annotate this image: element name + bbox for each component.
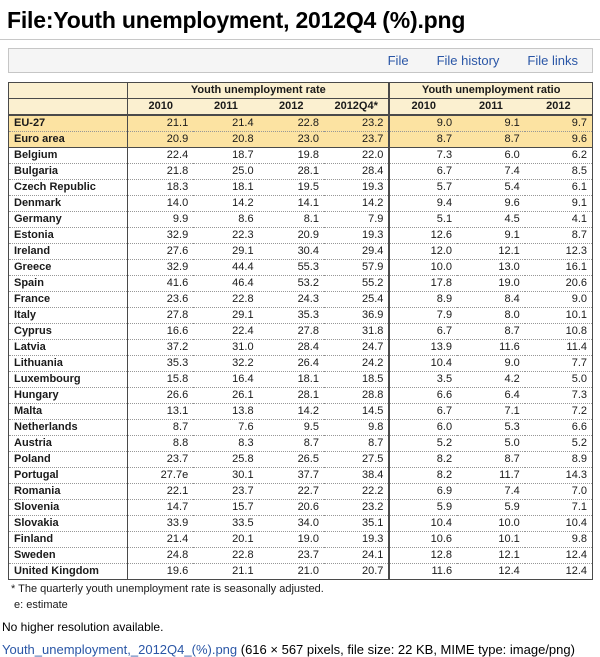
rate-value-cell: 22.8 [297,117,319,129]
rate-value-cell: 14.2 [232,197,254,209]
ratio-value-cell: 12.6 [389,228,457,244]
table-row [9,228,593,244]
rate-value-cell: 26.5 [297,453,319,465]
country-cell: Slovenia [14,501,60,513]
table-row [9,436,593,452]
ratio-value-cell: 9.4 [389,196,457,212]
ratio-value-cell: 6.2 [571,149,587,161]
rate-value-cell: 21.1 [128,115,193,132]
table-row [9,372,593,388]
ratio-value-cell: 6.9 [389,484,457,500]
ratio-value-cell: 8.9 [571,453,587,465]
ratio-value-cell: 5.2 [571,437,587,449]
rate-value-cell: 20.7 [361,565,384,577]
rate-value-cell: 19.0 [297,533,319,545]
country-cell: Cyprus [14,325,52,337]
country-cell: Italy [14,309,37,321]
rate-value-cell: 25.8 [232,453,254,465]
ratio-value-cell: 6.7 [389,404,457,420]
year-header: 2012 [259,99,324,116]
table-row [9,548,593,564]
rate-value-cell: 21.1 [232,565,254,577]
rate-value-cell: 22.1 [128,484,193,500]
rate-value-cell: 8.7 [368,437,384,449]
rate-value-cell: 30.4 [297,245,319,257]
rate-value-cell: 57.9 [361,261,384,273]
rate-value-cell: 20.1 [232,533,254,545]
country-cell: EU-27 [14,117,46,129]
country-cell: Spain [14,277,44,289]
rate-value-cell: 18.7 [232,149,254,161]
ratio-value-cell: 8.7 [571,229,587,241]
table-row [9,324,593,340]
ratio-value-cell: 9.6 [504,197,520,209]
table-row [9,260,593,276]
rate-value-cell: 23.6 [128,292,193,308]
country-cell: Estonia [14,229,54,241]
page-title: File:Youth unemployment, 2012Q4 (%).png [0,0,600,40]
table-row [9,468,593,484]
ratio-value-cell: 10.0 [498,517,520,529]
rate-value-cell: 19.3 [361,181,384,193]
ratio-value-cell: 4.5 [504,213,520,225]
rate-value-cell: 32.2 [232,357,254,369]
table-row [9,308,593,324]
table-row [9,212,593,228]
ratio-value-cell: 12.4 [498,565,520,577]
rate-value-cell: 20.6 [297,501,319,513]
rate-value-cell: 18.1 [297,373,319,385]
rate-value-cell: 35.1 [361,517,384,529]
ratio-value-cell: 9.1 [504,117,520,129]
rate-value-cell: 8.7 [128,420,193,436]
ratio-value-cell: 12.0 [389,244,457,260]
rate-value-cell: 28.4 [297,341,319,353]
country-cell: Latvia [14,341,46,353]
country-cell: Denmark [14,197,62,209]
country-cell: Ireland [14,245,51,257]
country-cell: Belgium [14,149,58,161]
country-cell: Czech Republic [14,181,96,193]
country-cell: France [14,293,51,305]
rate-value-cell: 29.1 [232,309,254,321]
rate-value-cell: 29.4 [361,245,384,257]
table-row [9,516,593,532]
rate-value-cell: 8.6 [238,213,254,225]
rate-value-cell: 34.0 [297,517,319,529]
ratio-value-cell: 8.7 [504,133,520,145]
rate-value-cell: 22.8 [232,549,254,561]
rate-value-cell: 27.5 [361,453,384,465]
ratio-value-cell: 9.0 [389,115,457,132]
tab-file-history[interactable]: File history [436,53,500,68]
rate-value-cell: 37.7 [297,469,319,481]
ratio-value-cell: 12.4 [565,549,587,561]
ratio-value-cell: 7.1 [504,405,520,417]
rate-value-cell: 15.7 [232,501,254,513]
rate-value-cell: 22.7 [297,485,319,497]
ratio-value-cell: 5.2 [389,436,457,452]
ratio-value-cell: 6.6 [571,421,587,433]
footnote-estimate: e: estimate [14,599,68,611]
rate-value-cell: 28.4 [361,165,384,177]
rate-value-cell: 36.9 [361,309,384,321]
rate-value-cell: 41.6 [128,276,193,292]
rate-value-cell: 13.1 [128,404,193,420]
rate-value-cell: 20.9 [128,132,193,148]
ratio-value-cell: 16.1 [565,261,587,273]
rate-value-cell: 19.5 [297,181,319,193]
ratio-value-cell: 6.0 [504,149,520,161]
ratio-value-cell: 8.7 [504,453,520,465]
ratio-value-cell: 5.0 [571,373,587,385]
ratio-value-cell: 14.3 [565,469,587,481]
rate-value-cell: 26.1 [232,389,254,401]
ratio-value-cell: 20.6 [565,277,587,289]
table-row [9,115,593,132]
ratio-value-cell: 5.9 [389,500,457,516]
rate-value-cell: 32.9 [128,260,193,276]
ratio-value-cell: 10.8 [565,325,587,337]
table-row [9,196,593,212]
ratio-value-cell: 8.4 [504,293,520,305]
rate-value-cell: 14.2 [297,405,319,417]
rate-value-cell: 28.1 [297,165,319,177]
table-row [9,340,593,356]
corner-cell [9,99,128,116]
rate-value-cell: 25.4 [361,293,384,305]
ratio-value-cell: 3.5 [389,372,457,388]
rate-value-cell: 8.1 [303,213,319,225]
rate-value-cell: 9.5 [303,421,319,433]
ratio-value-cell: 13.9 [389,340,457,356]
rate-value-cell: 24.7 [361,341,384,353]
ratio-value-cell: 7.9 [389,308,457,324]
rate-value-cell: 38.4 [361,469,384,481]
rate-value-cell: 29.1 [232,245,254,257]
table-row [9,180,593,196]
country-cell: Bulgaria [14,165,59,177]
country-cell: Euro area [14,133,65,145]
table-years-header-row [9,99,593,116]
rate-value-cell: 46.4 [232,277,254,289]
rate-value-cell: 32.9 [128,228,193,244]
country-cell: Netherlands [14,421,78,433]
ratio-value-cell: 8.5 [571,165,587,177]
rate-value-cell: 33.5 [232,517,254,529]
country-cell: Lithuania [14,357,63,369]
rate-value-cell: 27.8 [297,325,319,337]
table-row [9,148,593,164]
ratio-value-cell: 6.0 [389,420,457,436]
file-tabs-bar [8,48,593,73]
rate-value-cell: 20.8 [232,133,254,145]
rate-value-cell: 24.8 [128,548,193,564]
ratio-value-cell: 7.4 [504,485,520,497]
year-header: 2010 [128,99,193,116]
ratio-value-cell: 5.3 [504,421,520,433]
rate-value-cell: 9.9 [128,212,193,228]
ratio-value-cell: 11.4 [566,341,587,353]
rate-value-cell: 9.8 [368,421,384,433]
year-header: 2012Q4* [324,99,389,116]
ratio-value-cell: 10.1 [565,309,587,321]
ratio-value-cell: 8.7 [504,325,520,337]
ratio-value-cell: 19.0 [498,277,520,289]
ratio-value-cell: 6.7 [389,324,457,340]
year-header: 2011 [193,99,258,116]
rate-value-cell: 23.7 [361,133,384,145]
ratio-value-cell: 7.3 [389,148,457,164]
rate-value-cell: 19.3 [361,533,384,545]
table-row [9,388,593,404]
ratio-value-cell: 8.0 [504,309,520,321]
ratio-value-cell: 12.3 [565,245,587,257]
ratio-value-cell: 7.4 [504,165,520,177]
corner-cell [9,83,128,99]
file-download-link[interactable]: Youth_unemployment,_2012Q4_(%).png [2,642,238,657]
ratio-value-cell: 6.1 [571,181,587,193]
ratio-value-cell: 9.1 [571,197,587,209]
country-cell: United Kingdom [14,565,99,577]
rate-value-cell: 14.2 [361,197,384,209]
rate-value-cell: 26.4 [297,357,319,369]
rate-value-cell: 23.7 [128,452,193,468]
rate-value-cell: 30.1 [232,469,254,481]
country-cell: Austria [14,437,52,449]
table-row [9,404,593,420]
rate-value-cell: 18.1 [232,181,254,193]
file-info-text: (616 × 567 pixels, file size: 22 KB, MIME type: image/png) [237,642,575,657]
ratio-value-cell: 8.2 [389,452,457,468]
rate-value-cell: 44.4 [232,261,254,273]
rate-value-cell: 53.2 [297,277,319,289]
table-row [9,452,593,468]
rate-value-cell: 27.7e [128,468,193,484]
ratio-value-cell: 7.0 [571,485,587,497]
ratio-value-cell: 5.9 [504,501,520,513]
rate-value-cell: 16.4 [232,373,254,385]
country-cell: Hungary [14,389,59,401]
ratio-value-cell: 7.7 [571,357,587,369]
ratio-value-cell: 9.6 [571,133,587,145]
ratio-value-cell: 7.3 [571,389,587,401]
tab-file-links[interactable]: File links [527,53,578,68]
rate-value-cell: 37.2 [128,340,193,356]
ratio-value-cell: 6.4 [504,389,520,401]
ratio-value-cell: 11.6 [499,341,520,353]
rate-value-cell: 21.0 [297,565,319,577]
ratio-value-cell: 9.0 [504,357,520,369]
ratio-value-cell: 10.6 [389,532,457,548]
country-cell: Germany [14,213,62,225]
ratio-value-cell: 17.8 [389,276,457,292]
ratio-value-cell: 10.4 [565,517,587,529]
table-row [9,292,593,308]
year-header: 2010 [389,99,457,116]
ratio-value-cell: 11.7 [499,469,520,481]
rate-value-cell: 23.7 [232,485,254,497]
ratio-value-cell: 12.8 [389,548,457,564]
rate-value-cell: 22.4 [128,148,193,164]
table-row [9,132,593,148]
group-header-rate: Youth unemployment rate [128,83,390,99]
ratio-value-cell: 10.0 [389,260,457,276]
rate-value-cell: 21.8 [128,164,193,180]
rate-value-cell: 21.4 [232,117,254,129]
rate-value-cell: 16.6 [128,324,193,340]
rate-value-cell: 14.1 [297,197,319,209]
file-preview-image[interactable] [8,82,600,612]
ratio-value-cell: 8.2 [389,468,457,484]
rate-value-cell: 28.8 [361,389,384,401]
rate-value-cell: 21.4 [128,532,193,548]
table-row [9,164,593,180]
country-cell: Greece [14,261,52,273]
rate-value-cell: 23.2 [361,117,384,129]
ratio-value-cell: 6.6 [389,388,457,404]
table-group-header-row [9,83,593,99]
rate-value-cell: 31.0 [232,341,254,353]
ratio-value-cell: 7.1 [571,501,587,513]
rate-value-cell: 27.8 [128,308,193,324]
rate-value-cell: 7.9 [368,213,384,225]
no-higher-resolution-text: No higher resolution available. [2,620,164,634]
ratio-value-cell: 5.0 [504,437,520,449]
ratio-value-cell: 12.1 [498,245,520,257]
table-row [9,244,593,260]
ratio-value-cell: 11.6 [389,564,457,580]
rate-value-cell: 22.4 [232,325,254,337]
rate-value-cell: 24.1 [361,549,384,561]
rate-value-cell: 35.3 [297,309,319,321]
rate-value-cell: 19.8 [297,149,319,161]
rate-value-cell: 19.3 [361,229,384,241]
rate-value-cell: 22.2 [361,485,384,497]
rate-value-cell: 26.6 [128,388,193,404]
rate-value-cell: 22.3 [232,229,254,241]
ratio-value-cell: 5.1 [389,212,457,228]
rate-value-cell: 55.3 [297,261,319,273]
table-row [9,420,593,436]
table-row [9,356,593,372]
rate-value-cell: 20.9 [297,229,319,241]
rate-value-cell: 22.8 [232,293,254,305]
country-cell: Finland [14,533,54,545]
ratio-value-cell: 10.1 [498,533,520,545]
ratio-value-cell: 8.7 [389,132,457,148]
rate-value-cell: 18.5 [361,373,384,385]
file-info-line [2,642,600,657]
ratio-value-cell: 10.4 [389,516,457,532]
rate-value-cell: 14.0 [128,196,193,212]
ratio-value-cell: 9.7 [571,117,587,129]
group-header-ratio: Youth unemployment ratio [389,83,592,99]
rate-value-cell: 8.3 [238,437,254,449]
country-cell: Romania [14,485,61,497]
rate-value-cell: 55.2 [361,277,384,289]
rate-value-cell: 8.7 [303,437,319,449]
country-cell: Portugal [14,469,59,481]
country-cell: Luxembourg [14,373,81,385]
rate-value-cell: 33.9 [128,516,193,532]
ratio-value-cell: 4.1 [571,213,587,225]
rate-value-cell: 14.7 [128,500,193,516]
ratio-value-cell: 12.4 [565,565,587,577]
ratio-value-cell: 12.1 [498,549,520,561]
rate-value-cell: 28.1 [297,389,319,401]
rate-value-cell: 22.0 [361,149,384,161]
country-cell: Sweden [14,549,56,561]
rate-value-cell: 23.0 [297,133,319,145]
rate-value-cell: 8.8 [128,436,193,452]
rate-value-cell: 18.3 [128,180,193,196]
ratio-value-cell: 7.2 [571,405,587,417]
rate-value-cell: 23.2 [361,501,384,513]
ratio-value-cell: 9.8 [571,533,587,545]
rate-value-cell: 13.8 [232,405,254,417]
ratio-value-cell: 5.7 [389,180,457,196]
ratio-value-cell: 9.1 [504,229,520,241]
year-header: 2011 [457,99,525,116]
country-cell: Poland [14,453,51,465]
table-row [9,500,593,516]
rate-value-cell: 27.6 [128,244,193,260]
footnote-seasonal: * The quarterly youth unemployment rate is seasonally adjusted. [11,583,324,595]
table-row [9,532,593,548]
tab-file[interactable]: File [387,53,409,68]
table-row [9,484,593,500]
table-row [9,564,593,580]
country-cell: Slovakia [14,517,59,529]
rate-value-cell: 31.8 [361,325,384,337]
ratio-value-cell: 5.4 [504,181,520,193]
rate-value-cell: 23.7 [297,549,319,561]
year-header: 2012 [525,99,593,116]
ratio-value-cell: 6.7 [389,164,457,180]
rate-value-cell: 14.5 [361,405,384,417]
rate-value-cell: 15.8 [128,372,193,388]
table-row [9,276,593,292]
rate-value-cell: 25.0 [232,165,254,177]
ratio-value-cell: 8.9 [389,292,457,308]
ratio-value-cell: 9.0 [571,293,587,305]
unemployment-table [8,82,593,580]
rate-value-cell: 35.3 [128,356,193,372]
country-cell: Malta [14,405,43,417]
rate-value-cell: 24.3 [297,293,319,305]
ratio-value-cell: 13.0 [498,261,520,273]
rate-value-cell: 19.6 [128,564,193,580]
ratio-value-cell: 10.4 [389,356,457,372]
unemployment-table-body [9,115,593,580]
ratio-value-cell: 4.2 [504,373,520,385]
rate-value-cell: 24.2 [361,357,384,369]
rate-value-cell: 7.6 [238,421,254,433]
